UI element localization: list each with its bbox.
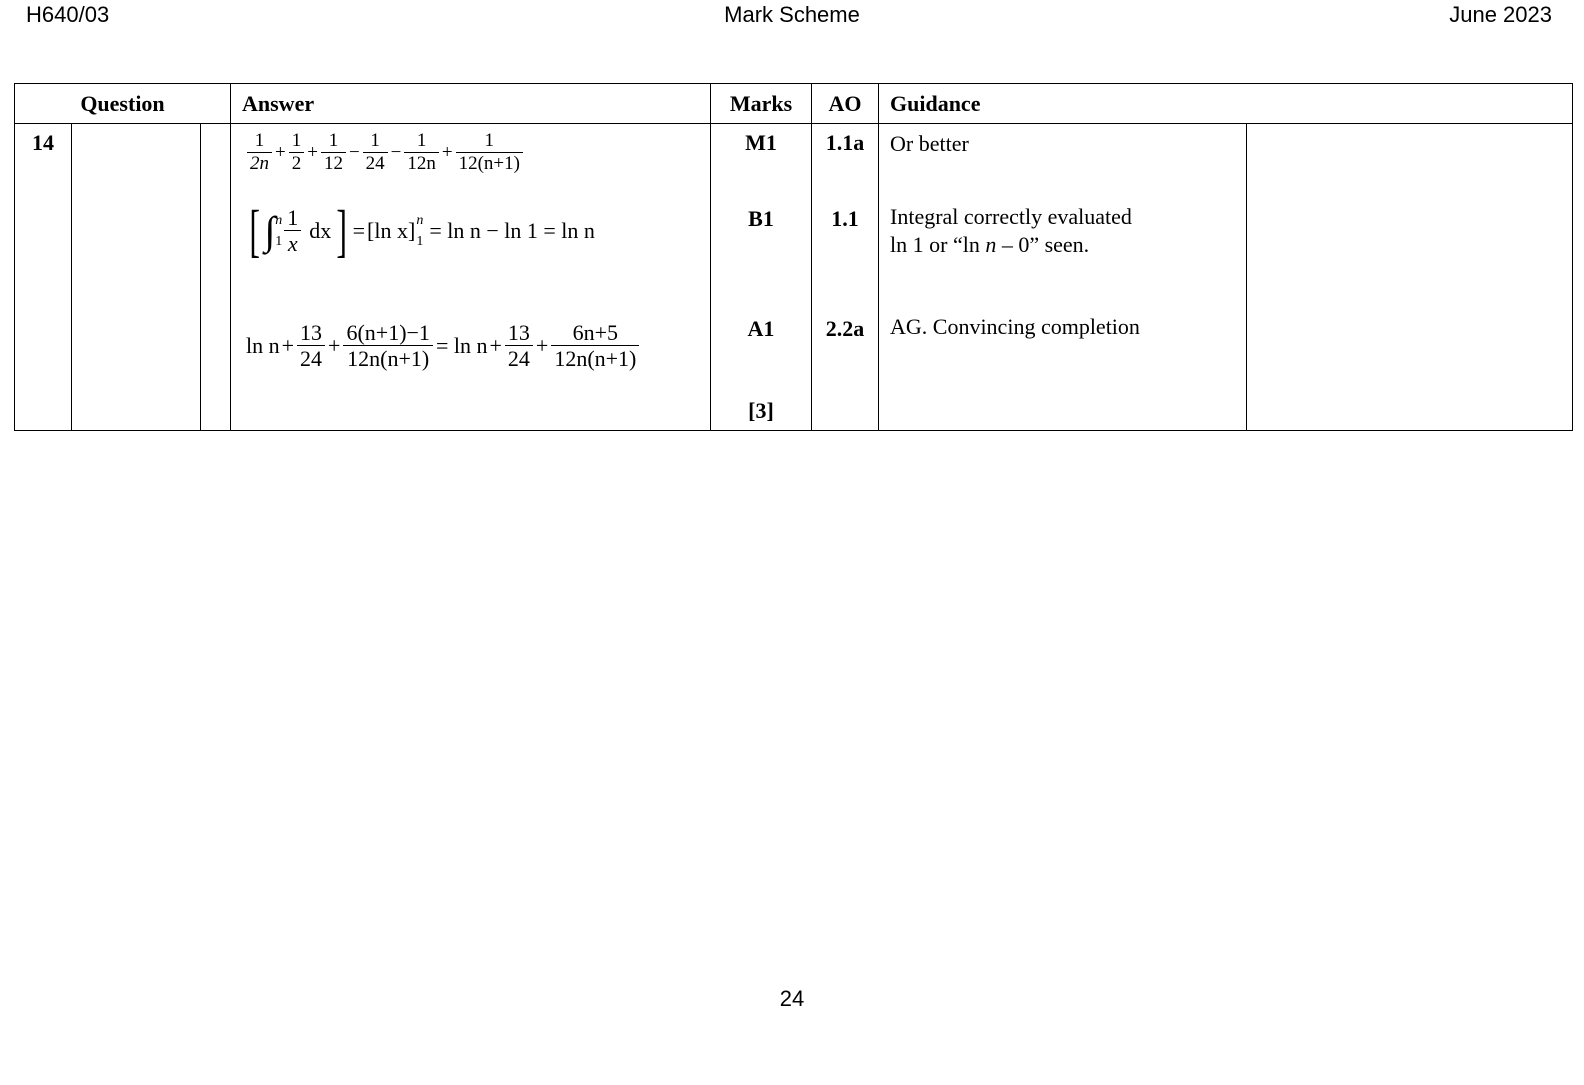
marks-cell — [711, 124, 812, 431]
mark-total: [3] — [748, 398, 774, 423]
fraction: $\frac{1}{12n}$ — [404, 130, 439, 176]
fraction: $\frac{1}{2n}$ — [247, 130, 272, 176]
document-code: H640/03 — [26, 2, 110, 27]
question-part-cell — [72, 124, 201, 431]
table-row — [15, 124, 1573, 431]
fraction: $\frac{1}{2}$ — [289, 130, 305, 176]
guidance-text: AG. Convincing completion — [890, 314, 1140, 339]
header-marks: Marks — [711, 84, 812, 124]
answer-line-1: $\frac{1}{2n}$ + $\frac{1}{2}$ + $\frac{1}{12}$ − $\frac{1}{24}$ − $\frac{1}{12n}$ + $\frac{1}{12(n+1)}$ — [245, 130, 525, 176]
guidance-extra-cell — [1247, 124, 1573, 431]
fraction: $\frac{1}{12(n+1)}$ — [456, 130, 523, 176]
mark-b1: B1 — [748, 206, 774, 231]
integral-sign: ∫ — [264, 208, 276, 253]
document-date: June 2023 — [1449, 2, 1552, 27]
mark-m1: M1 — [745, 130, 777, 155]
evaluation-limits: n 1 — [416, 213, 424, 249]
question-number: 14 — [32, 130, 54, 155]
header-ao: AO — [812, 84, 879, 124]
answer-line-3: ln n+ $\frac{13}{24}$ + $\frac{6(n+1)-1}{12n(n+1)}$ = ln n+ $\frac{13}{24}$ + $\frac{6n+5}{12n(n+1)}$ — [245, 320, 641, 373]
fraction: $\frac{13}{24}$ — [505, 320, 533, 373]
answer-cell — [231, 124, 711, 431]
fraction: $\frac{1}{24}$ — [363, 130, 388, 176]
page-number: 24 — [779, 986, 805, 1011]
header-answer: Answer — [231, 84, 711, 124]
ao-value: 1.1 — [831, 206, 859, 231]
fraction: $\frac{6(n+1)-1}{12n(n+1)}$ — [343, 320, 432, 373]
guidance-text-line: ln 1 or “ln n – 0” seen. — [890, 231, 1090, 257]
table-header-row — [15, 84, 1573, 124]
ao-value: 1.1a — [825, 130, 865, 155]
guidance-text: Or better — [890, 131, 969, 156]
fraction: $\frac{1}{x}$ — [284, 205, 301, 258]
header-guidance: Guidance — [879, 84, 1573, 124]
ao-cell — [812, 124, 879, 431]
guidance-cell — [879, 124, 1247, 431]
answer-line-2: [ ∫ n 1 $\frac{1}{x}$ dx] =[ln x] n 1 = ln n − ln 1 = ln n — [249, 198, 595, 263]
header-question: Question — [15, 84, 231, 124]
integral-limits: n 1 — [275, 213, 283, 249]
mark-a1: A1 — [747, 316, 775, 341]
guidance-text: Integral correctly evaluated ln 1 or “ln n – 0” seen. — [890, 203, 1240, 258]
fraction: $\frac{13}{24}$ — [297, 320, 325, 373]
mark-scheme-table — [14, 83, 1573, 431]
fraction: $\frac{1}{12}$ — [321, 130, 346, 176]
question-number-cell — [15, 124, 72, 431]
fraction: $\frac{6n+5}{12n(n+1)}$ — [551, 320, 639, 373]
document-title: Mark Scheme — [724, 2, 860, 27]
ao-value: 2.2a — [825, 316, 865, 341]
question-subpart-cell — [201, 124, 231, 431]
